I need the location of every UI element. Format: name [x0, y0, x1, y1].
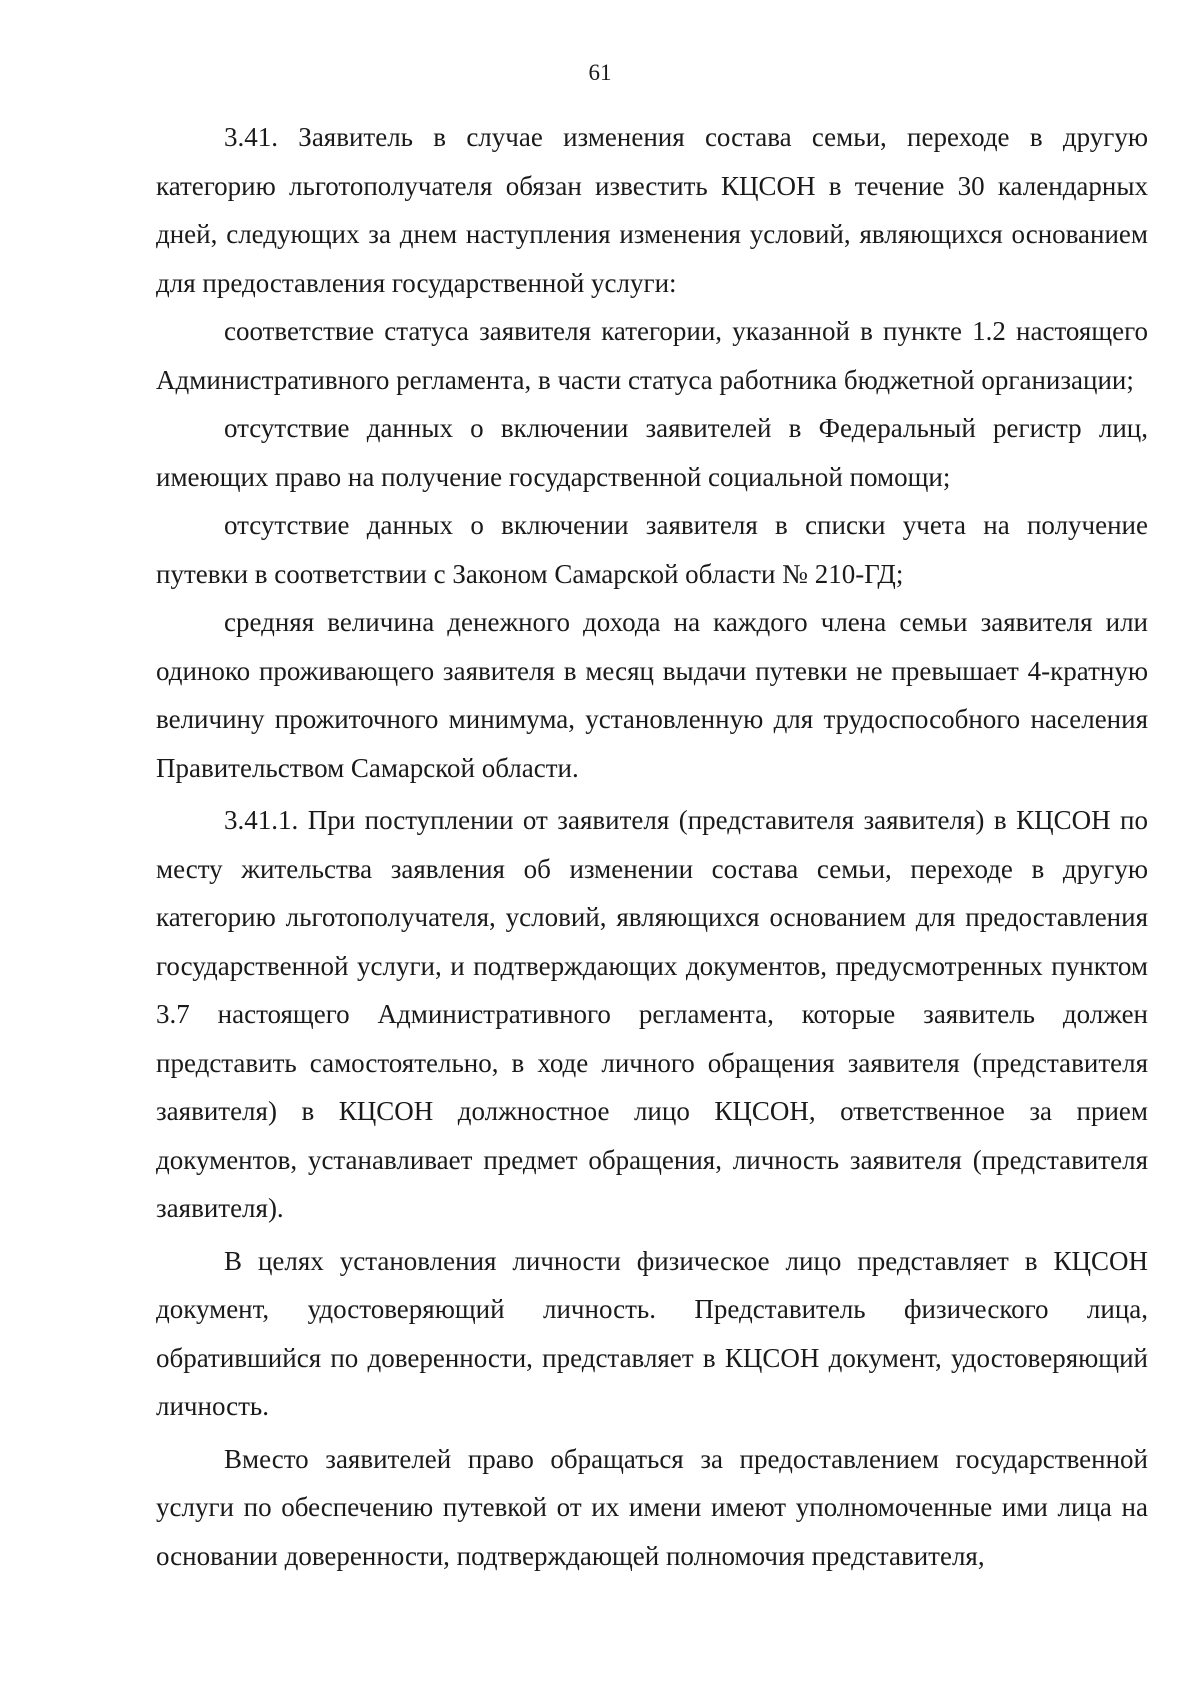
document-body [156, 113, 1148, 1580]
paragraph-condition-waiting-list: отсутствие данных о включении заявителя в списки учета на получение путевки в соответствии с Законом Самарской области № 210-ГД; [156, 510, 1148, 589]
paragraph-3-41-1: 3.41.1. При поступлении от заявителя (представителя заявителя) в КЦСОН по месту жительства заявления об изменении состава семьи, переходе в другую категорию льготополучателя, условий, являющихся основанием для предоставления государственной услуги, и подтверждающих документов, предусмотренных пунктом 3.7 настоящего Административного регламента, которые заявитель должен представить самостоятельно, в ходе личного обращения заявителя (представителя заявителя) в КЦСОН должностное лицо КЦСОН, ответственное за прием документов, устанавливает предмет обращения, личность заявителя (представителя заявителя). [156, 805, 1148, 1223]
paragraph-condition-federal-register: отсутствие данных о включении заявителей в Федеральный регистр лиц, имеющих право на получение государственной социальной помощи; [156, 413, 1148, 492]
paragraph-identity: В целях установления личности физическое лицо представляет в КЦСОН документ, удостоверяющий личность. Представитель физического лица, обратившийся по доверенности, представляет в КЦСОН документ, удостоверяющий личность. [156, 1245, 1148, 1421]
paragraph-3-41: 3.41. Заявитель в случае изменения состава семьи, переходе в другую категорию льготополучателя обязан известить КЦСОН в течение 30 календарных дней, следующих за днем наступления изменения условий, являющихся основанием для предоставления государственной услуги: [156, 122, 1148, 298]
page-number: 61 [588, 60, 612, 85]
paragraph-condition-income: средняя величина денежного дохода на каждого члена семьи заявителя или одиноко проживающего заявителя в месяц выдачи путевки не превышает 4-кратную величину прожиточного минимума, установленную для трудоспособного населения Правительством Самарской области. [156, 607, 1148, 783]
paragraph-representatives: Вместо заявителей право обращаться за предоставлением государственной услуги по обеспечению путевкой от их имени имеют уполномоченные ими лица на основании доверенности, подтверждающей полномочия представителя, [156, 1443, 1148, 1571]
paragraph-condition-status: соответствие статуса заявителя категории, указанной в пункте 1.2 настоящего Административного регламента, в части статуса работника бюджетной организации; [156, 316, 1148, 395]
